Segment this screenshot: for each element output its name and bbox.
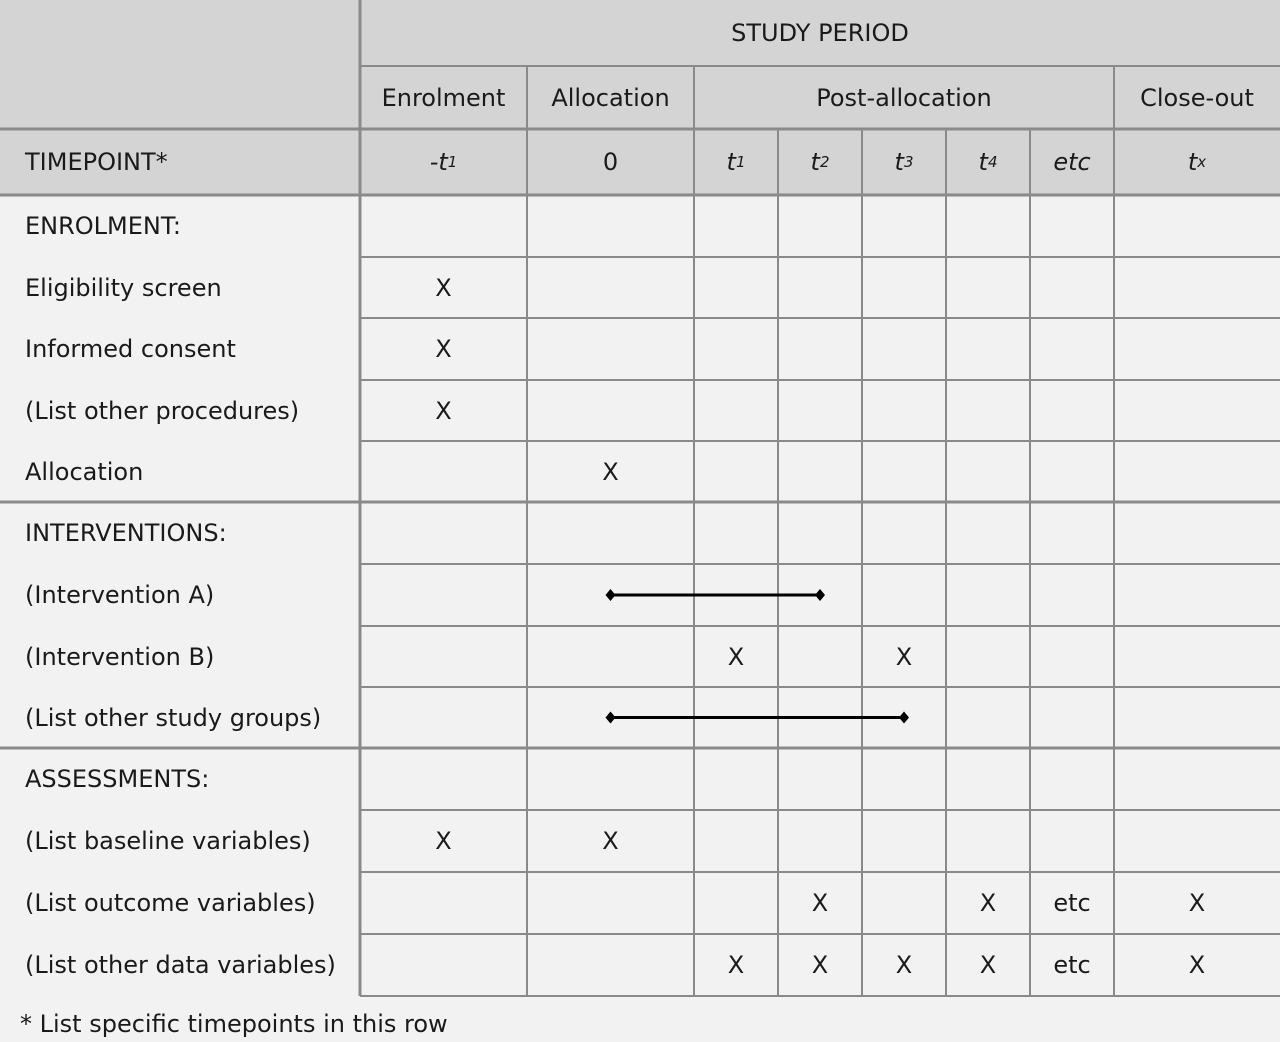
timepoint-symbol: t bbox=[726, 148, 736, 176]
row-label: ASSESSMENTS: bbox=[0, 748, 360, 810]
row-label: (List outcome variables) bbox=[0, 872, 360, 934]
table-cell: X bbox=[778, 934, 862, 996]
period-header: Allocation bbox=[527, 66, 694, 129]
timepoint-symbol: t bbox=[1187, 148, 1198, 176]
row-label: (Intervention A) bbox=[0, 564, 360, 626]
table-cell: X bbox=[778, 872, 862, 934]
timepoint-subscript: 4 bbox=[987, 153, 998, 171]
timepoint-subscript: 1 bbox=[735, 153, 746, 171]
row-label: Allocation bbox=[0, 441, 360, 502]
table-cell: X bbox=[946, 872, 1030, 934]
timepoint-symbol: t bbox=[810, 148, 820, 176]
table-cell: X bbox=[862, 934, 946, 996]
timepoint-symbol: t bbox=[894, 148, 904, 176]
duration-endpoint-marker bbox=[606, 589, 616, 601]
row-label: ENROLMENT: bbox=[0, 195, 360, 257]
timepoint-symbol: -t bbox=[429, 148, 448, 176]
row-label: (List other procedures) bbox=[0, 380, 360, 441]
timepoint-symbol: etc bbox=[1053, 148, 1091, 176]
timepoint-subscript: 1 bbox=[447, 153, 458, 171]
table-cell: X bbox=[527, 441, 694, 502]
timepoint-symbol: t bbox=[978, 148, 988, 176]
row-label: Eligibility screen bbox=[0, 257, 360, 318]
timepoint-subscript: 3 bbox=[903, 153, 914, 171]
table-cell: X bbox=[527, 810, 694, 872]
table-cell: etc bbox=[1030, 934, 1114, 996]
row-label: INTERVENTIONS: bbox=[0, 502, 360, 564]
table-cell: X bbox=[1114, 872, 1280, 934]
timepoint-subscript: x bbox=[1197, 153, 1207, 171]
table-cell: X bbox=[694, 626, 778, 687]
period-header: Post-allocation bbox=[694, 66, 1114, 129]
duration-endpoint-marker bbox=[815, 589, 825, 601]
table-cell: X bbox=[360, 810, 527, 872]
table-cell: X bbox=[862, 626, 946, 687]
duration-endpoint-marker bbox=[899, 712, 909, 724]
row-label: (List baseline variables) bbox=[0, 810, 360, 872]
timepoint-label: TIMEPOINT* bbox=[0, 129, 360, 195]
row-label: (List other data variables) bbox=[0, 934, 360, 996]
table-cell: X bbox=[360, 380, 527, 441]
row-label: Informed consent bbox=[0, 318, 360, 380]
row-label: (List other study groups) bbox=[0, 687, 360, 748]
period-header: Close-out bbox=[1114, 66, 1280, 129]
table-cell: X bbox=[694, 934, 778, 996]
duration-endpoint-marker bbox=[606, 712, 616, 724]
study-period-heading: STUDY PERIOD bbox=[360, 0, 1280, 66]
period-header: Enrolment bbox=[360, 66, 527, 129]
table-cell: X bbox=[360, 257, 527, 318]
row-label: (Intervention B) bbox=[0, 626, 360, 687]
table-cell: X bbox=[360, 318, 527, 380]
timepoint-symbol: 0 bbox=[602, 148, 619, 176]
footnote: * List specific timepoints in this row bbox=[20, 1010, 448, 1038]
table-cell: X bbox=[1114, 934, 1280, 996]
table-cell: etc bbox=[1030, 872, 1114, 934]
timepoint-subscript: 2 bbox=[819, 153, 830, 171]
table-cell: X bbox=[946, 934, 1030, 996]
